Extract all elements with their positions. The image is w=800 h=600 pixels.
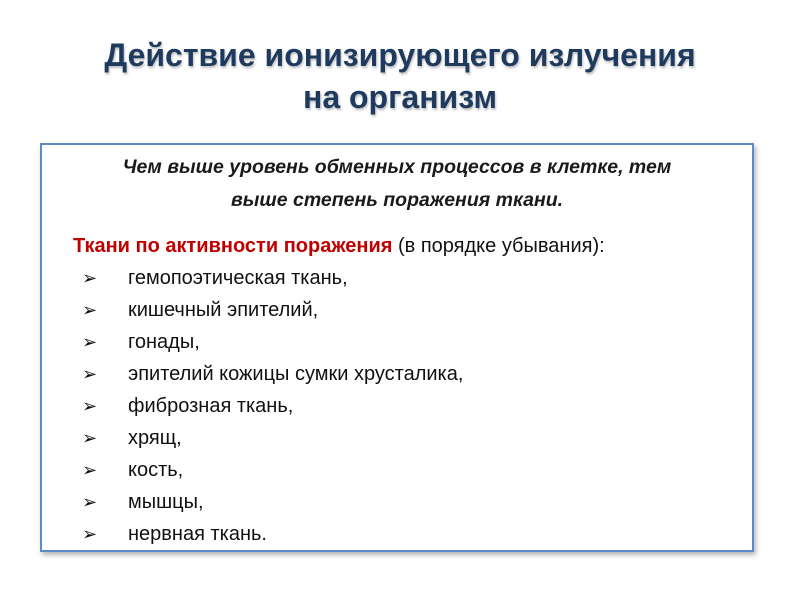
- list-heading-accent: Ткани по активности поражения: [73, 235, 393, 257]
- arrow-bullet-icon: ➢: [82, 268, 98, 288]
- list-item-text: кость,: [128, 459, 184, 481]
- intro-text: [42, 151, 752, 217]
- list-item-text: эпителий кожицы сумки хрусталика,: [128, 363, 464, 385]
- list-heading-rest: (в порядке убывания):: [392, 235, 605, 257]
- arrow-bullet-icon: ➢: [82, 332, 98, 352]
- arrow-bullet-icon: ➢: [82, 396, 98, 416]
- list-item-text: гемопоэтическая ткань,: [128, 267, 348, 289]
- arrow-bullet-icon: ➢: [82, 364, 98, 384]
- list-item-text: нервная ткань.: [128, 523, 267, 545]
- list-item-text: фиброзная ткань,: [128, 395, 294, 417]
- slide-title: [20, 34, 780, 118]
- list-item-text: мышцы,: [128, 491, 204, 513]
- arrow-bullet-icon: ➢: [82, 428, 98, 448]
- arrow-bullet-icon: ➢: [82, 300, 98, 320]
- list-heading: [73, 231, 605, 261]
- intro-line-2: выше степень поражения ткани.: [230, 189, 564, 211]
- arrow-bullet-icon: ➢: [82, 460, 98, 480]
- content-box: [40, 143, 754, 552]
- arrow-bullet-icon: ➢: [82, 492, 98, 512]
- arrow-bullet-icon: ➢: [82, 524, 98, 544]
- list-item-text: кишечный эпителий,: [128, 299, 319, 321]
- list-item-text: гонады,: [128, 331, 200, 353]
- intro-line-1: Чем выше уровень обменных процессов в клетке, тем: [122, 156, 672, 178]
- title-line-1: Действие ионизирующего излучения: [104, 37, 696, 73]
- list-item-text: хрящ,: [128, 427, 182, 449]
- title-line-2: на организм: [302, 79, 497, 115]
